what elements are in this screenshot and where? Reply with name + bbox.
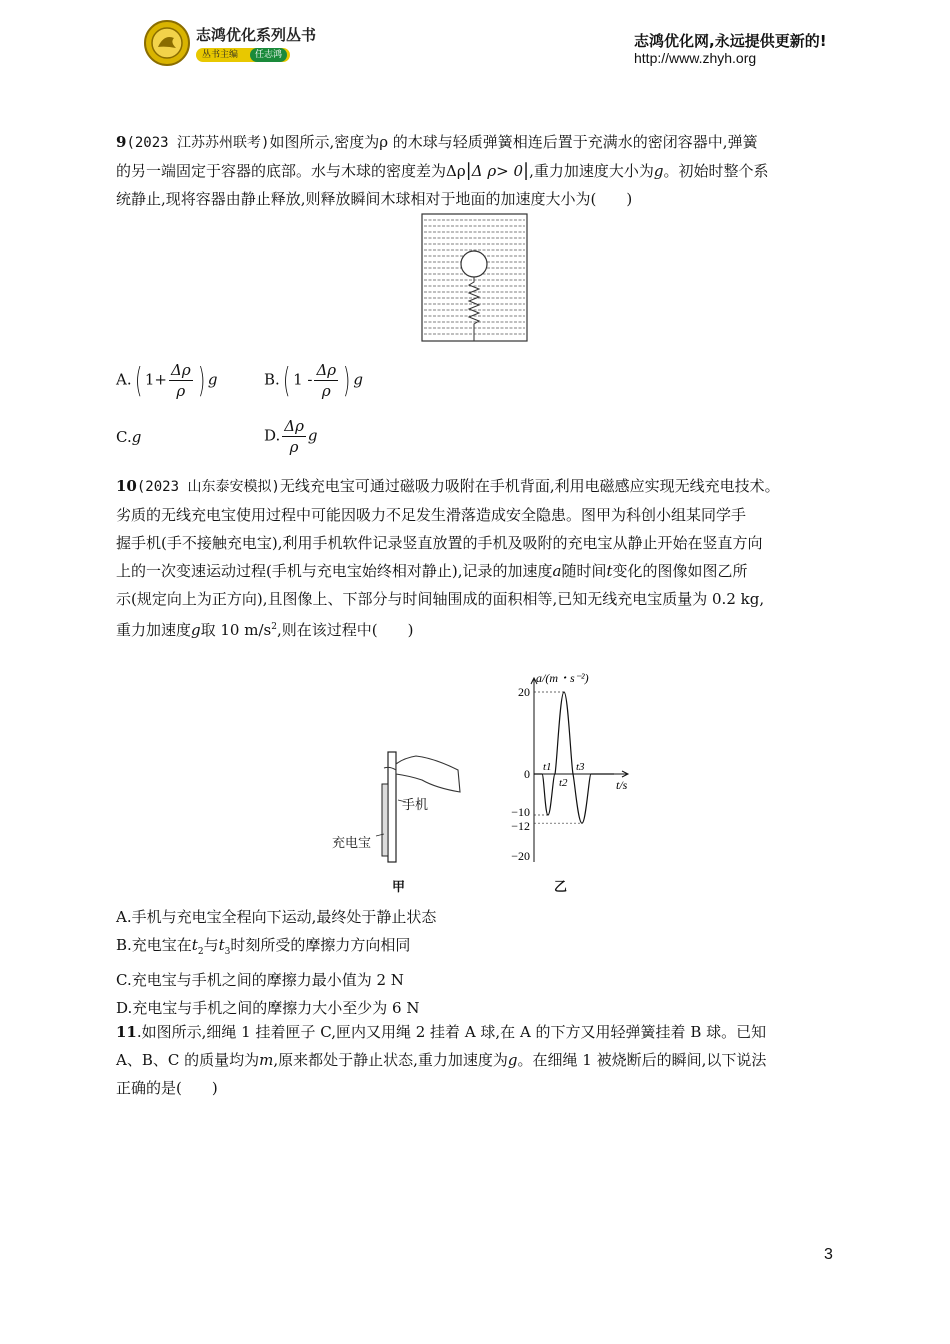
q9-b-den: ρ xyxy=(321,382,331,400)
q10-sup2: 2 xyxy=(271,622,277,632)
q11-line2c: 。在细绳 1 被烧断后的瞬间,以下说法 xyxy=(517,1051,767,1069)
q9-line3: 统静止,现将容器由静止释放,则释放瞬间木球相对于地面的加速度大小为( ) xyxy=(116,190,633,208)
label-charger: 充电宝 xyxy=(332,836,372,851)
q9-d-num: Δρ xyxy=(284,417,304,435)
q10-option-c[interactable]: C.充电宝与手机之间的摩擦力最小值为 2 N xyxy=(116,971,404,989)
q9-condition: Δ ρ> 0 xyxy=(471,162,524,180)
q10-line4b: 随时间 xyxy=(561,562,607,580)
series-editor-label: 丛书主编 xyxy=(202,50,239,60)
q10-option-d[interactable]: D.充电宝与手机之间的摩擦力大小至少为 6 N xyxy=(116,999,420,1017)
q9-line1: 如图所示,密度为ρ 的木球与轻质弹簧相连后置于充满水的密闭容器中,弹簧 xyxy=(269,133,758,151)
q10-line3: 握手机(手不接触充电宝),利用手机软件记录竖直放置的手机及吸附的充电宝从静止开始在竖直方向 xyxy=(116,534,763,552)
q9-line2a: 的另一端固定于容器的底部。水与木球的密度差为Δρ xyxy=(116,162,466,180)
x-axis-label: t/s xyxy=(616,778,628,792)
q10-b-s3: 3 xyxy=(224,947,231,957)
time-marker-t1: t1 xyxy=(543,761,552,773)
q10-option-b[interactable] xyxy=(116,931,836,966)
q10-line4a: 上的一次变速运动过程(手机与充电宝始终相对静止),记录的加速度 xyxy=(116,562,553,580)
q10-source: (2023 山东泰安模拟) xyxy=(136,479,280,495)
q11-line2a: A、B、C 的质量均为 xyxy=(116,1051,260,1069)
q9-option-c[interactable] xyxy=(116,426,141,448)
q9-g: g xyxy=(653,162,664,180)
caption-jia: 甲 xyxy=(392,880,406,895)
q9-option-d[interactable] xyxy=(264,416,318,457)
q9-b-num: Δρ xyxy=(316,361,337,379)
q11-line1: .如图所示,细绳 1 挂着匣子 C,匣内又用绳 2 挂着 A 球,在 A 的下方又用轻弹簧挂着 B 球。已知 xyxy=(136,1023,767,1041)
editor-name: 任志鸿 xyxy=(250,48,287,62)
q9-a-label: A. xyxy=(116,370,132,389)
q11-m: m xyxy=(259,1051,274,1069)
q9-number: 9 xyxy=(116,133,127,151)
q10-line6c: ,则在该过程中( ) xyxy=(276,621,414,639)
y-tick-label: −20 xyxy=(511,849,530,863)
q9-d-label: D. xyxy=(264,426,281,445)
q9-container-figure xyxy=(420,212,530,344)
q10-line4c: 变化的图像如图乙所 xyxy=(612,562,748,580)
q9-line2c: 。初始时整个系 xyxy=(663,162,769,180)
q11-line2b: ,原来都处于静止状态,重力加速度为 xyxy=(273,1051,508,1069)
q10-g: g xyxy=(191,621,201,639)
q9-a-g: g xyxy=(207,370,218,389)
q10-line6b: 取 10 m/s xyxy=(200,621,272,639)
q10-acceleration-chart xyxy=(494,666,634,870)
y-axis-label: a/(m・s⁻²) xyxy=(536,671,589,685)
q10-option-a[interactable]: A.手机与充电宝全程向下运动,最终处于静止状态 xyxy=(116,908,437,926)
y-tick-label: 20 xyxy=(518,685,530,699)
q10-b-t2: t xyxy=(191,936,198,954)
time-marker-t3: t3 xyxy=(576,761,585,773)
q9-c-label: C. xyxy=(116,428,132,446)
q9-d-g: g xyxy=(307,426,318,445)
q9-a-den: ρ xyxy=(176,382,186,400)
q10-b-pre: B.充电宝在 xyxy=(116,936,192,954)
q9-d-den: ρ xyxy=(289,438,299,456)
q9-source: (2023 江苏苏州联考) xyxy=(126,135,270,151)
q11-stem xyxy=(116,1018,836,1102)
q9-b-pre: 1 - xyxy=(293,370,313,389)
q9-b-g: g xyxy=(353,370,363,389)
q10-options xyxy=(116,903,836,1022)
hand-shape xyxy=(396,756,460,792)
q9-option-b[interactable]: B.( 1 - $\frac{\Delta\rho}{\rho}$ ) g xyxy=(264,360,363,401)
y-tick-label: −10 xyxy=(511,805,530,819)
y-tick-label: 0 xyxy=(524,767,530,781)
wood-ball xyxy=(461,251,487,277)
q10-line2: 劣质的无线充电宝使用过程中可能因吸力不足发生滑落造成安全隐患。图甲为科创小组某同学手 xyxy=(116,506,747,524)
q9-line2b: ,重力加速度大小为 xyxy=(529,162,654,180)
q10-t: t xyxy=(606,562,613,580)
q11-line3: 正确的是( ) xyxy=(116,1079,218,1097)
q9-a-pre: 1+ xyxy=(144,370,167,389)
header-url[interactable]: http://www.zhyh.org xyxy=(634,50,757,66)
q11-g: g xyxy=(507,1051,518,1069)
q10-line6a: 重力加速度 xyxy=(116,621,192,639)
q10-line5: 示(规定向上为正方向),且图像上、下部分与时间轴围成的面积相等,已知无线充电宝质量为 0.2 kg, xyxy=(116,590,765,608)
q10-b-s2: 2 xyxy=(197,947,204,957)
q9-a-num: Δρ xyxy=(171,361,191,379)
q10-b-post: 时刻所受的摩擦力方向相同 xyxy=(230,936,411,954)
header-slogan: 志鸿优化网,永远提供更新的! xyxy=(634,32,827,50)
series-editor-tag xyxy=(196,48,290,62)
page-header xyxy=(0,0,950,80)
q10-b-mid: 与 xyxy=(203,936,219,954)
q10-b-t3: t xyxy=(218,936,225,954)
page-number: 3 xyxy=(824,1246,833,1263)
q9-option-a[interactable]: A.( 1+ $\frac{\Delta\rho}{\rho}$ ) g xyxy=(116,360,218,401)
q10-a: a xyxy=(552,562,562,580)
caption-yi: 乙 xyxy=(554,880,568,895)
q9-b-label: B. xyxy=(264,370,280,389)
brand-title: 志鸿优化系列丛书 xyxy=(196,26,317,44)
q10-line1: 无线充电宝可通过磁吸力吸附在手机背面,利用电磁感应实现无线充电技术。 xyxy=(279,477,780,495)
charger-shape xyxy=(382,784,388,856)
q9-stem: 9(2023 江苏苏州联考)如图所示,密度为ρ 的木球与轻质弹簧相连后置于充满水的密闭容器中,弹簧 的另一端固定于容器的底部。水与木球的密度差为Δρ|Δ ρ> 0|,重力加速度大小为g。初始时整个系 统静止,现将容器由静止释放,则释放瞬间木球相对于地面的加速度大小为( ) xyxy=(116,133,769,208)
q10-stem xyxy=(116,472,836,644)
acceleration-curve xyxy=(534,692,614,823)
q9-c-g: g xyxy=(131,428,142,446)
label-phone: 手机 xyxy=(402,798,429,813)
y-tick-label: −12 xyxy=(511,819,530,834)
time-marker-t2: t2 xyxy=(559,777,568,789)
brand-logo-icon xyxy=(144,20,190,66)
q10-number: 10 xyxy=(116,477,137,495)
q11-number: 11 xyxy=(116,1023,137,1041)
